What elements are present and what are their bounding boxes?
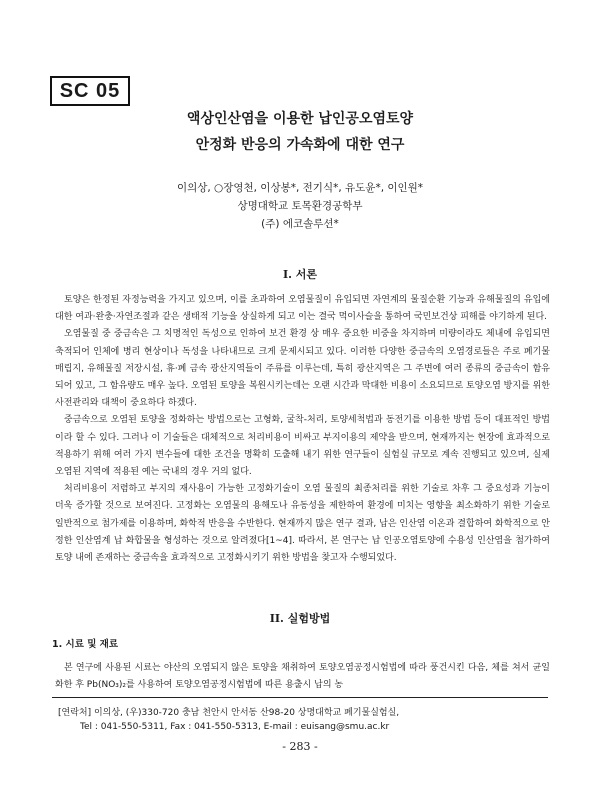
contact-line-phone-email: Tel : 041-550-5311, Fax : 041-550-5313, E-mail : euisang@smu.ac.kr (80, 722, 390, 732)
page-number: - 283 - (282, 740, 318, 753)
section-heading-methods: II. 실험방법 (269, 612, 331, 625)
affiliation-company: (주) 에코솔루션* (261, 218, 339, 230)
paper-title-line-2: 안정화 반응의 가속화에 대한 연구 (195, 137, 405, 153)
introduction-paragraph: 처리비용이 저렴하고 부지의 재사용이 가능한 고정화기술이 오염 물질의 최종처리를 위한 기술로 차후 그 중요성과 기능이 더욱 증가할 것으로 보여진다. 고정화는 오염물의 용해도나 유동성을 제한하여 환경에 미치는 영향을 최소화하기 위한 기술로 일반적으로 첨가제를 이용하며, 화학적 반응을 수반한다. 현재까지 많은 연구 결과, 납은 인산염 이온과 결합하여 화학적으로 안정한 인산염계 납 화합물을 형성하는 것으로 알려졌다[1~4]. 따라서, 본 연구는 납 인공오염토양에 수용성 인산염을 첨가하여 토양 내에 존재하는 중금속을 효과적으로 고정화시키기 위한 방법을 찾고자 수행되었다. (55, 484, 550, 564)
contact-line-address: [연락처] 이의상, (우)330-720 충남 천안시 안서동 산98-20 상명대학교 폐기물실험실, (58, 708, 400, 718)
introduction-paragraph: 토양은 한정된 자정능력을 가지고 있으며, 이를 초과하여 오염물질이 유입되면 자연계의 물질순환 기능과 유해물질의 유입에 대한 여과·완충·자연조절과 같은 생태적 기능을 상실하게 되고 이는 결국 먹이사슬을 통하여 국민보건상 피해를 야기하게 된다. (55, 295, 550, 323)
session-code-badge: SC 05 (50, 76, 130, 106)
footer-divider (52, 697, 548, 698)
methods-body (55, 660, 550, 694)
introduction-body (55, 292, 550, 567)
introduction-paragraph: 오염물질 중 중금속은 그 치명적인 독성으로 인하여 보건 환경 상 매우 중요한 비중을 차지하며 미량이라도 체내에 유입되면 축적되어 인체에 병리 현상이나 독성을 나타내므로 크게 문제시되고 있다. 이러한 다양한 중금속의 오염경로들은 주로 폐기물 매립지, 유해물질 저장시설, 휴·폐 금속 광산지역들이 주류를 이루는데, 특히 광산지역은 그 주변에 여러 종류의 중금속이 함유되어 있고, 그 함유량도 매우 높다. 오염된 토양을 복원시키는데는 오랜 시간과 막대한 비용이 소요되므로 토양오염 방지를 위한 사전관리와 대책이 중요하다 하겠다. (55, 329, 550, 409)
introduction-paragraph: 중금속으로 오염된 토양을 정화하는 방법으로는 고형화, 굴착-처리, 토양세척법과 동전기를 이용한 방법 등이 대표적인 방법이라 할 수 있다. 그러나 이 기술들은 대체적으로 처리비용이 비싸고 부지이용의 제약을 받으며, 현재까지는 현장에 효과적으로 적용하기 위해 여러 가지 변수들에 대한 조건을 명확히 도출해 내기 위한 연구들이 실험실 규모로 계속 진행되고 있으며, 실제 오염된 지역에 적용된 예는 국내의 경우 거의 없다. (55, 415, 550, 478)
section-heading-introduction: I. 서론 (282, 268, 318, 281)
paper-title-line-1: 액상인산염을 이용한 납인공오염토양 (186, 111, 414, 127)
author-list: 이의상, ○장영천, 이상봉*, 전기식*, 유도윤*, 이인원* (176, 182, 424, 194)
affiliation-university: 상명대학교 토목환경공학부 (237, 200, 363, 212)
subsection-heading-samples: 1. 시료 및 재료 (52, 639, 119, 650)
methods-paragraph: 본 연구에 사용된 시료는 야산의 오염되지 않은 토양을 채취하여 토양오염공정시험법에 따라 풍건시킨 다음, 체를 쳐서 균일화한 후 Pb(NO₃)₂를 사용하여 토양오염공정시험법에 따른 용출시 납의 농 (55, 663, 550, 691)
